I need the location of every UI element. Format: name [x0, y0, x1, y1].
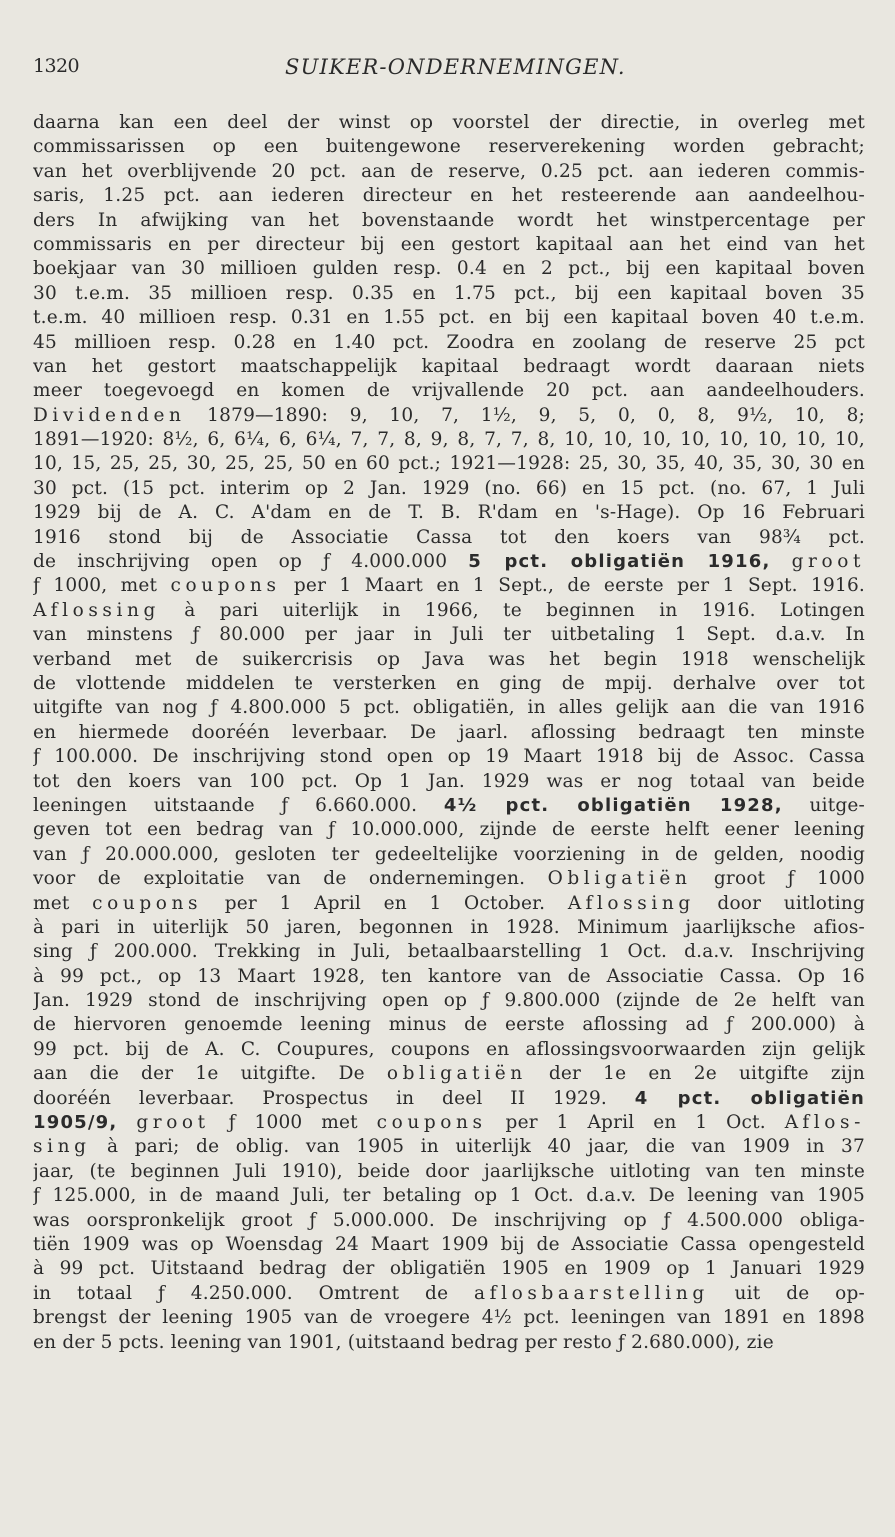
text-line	[33, 1038, 865, 1062]
spaced-term-run: obligatiën	[386, 1063, 527, 1085]
spaced-term-run: coupons	[92, 892, 203, 914]
text-run: meer toegevoegd en komen de vrijvallende 20 pct. aan aandeelhouders.	[33, 380, 865, 402]
text-run: ƒ 1000, met	[33, 575, 171, 597]
text-run: van ƒ 20.000.000, gesloten ter gedeeltelijke voorziening in de gelden, noodig	[33, 843, 865, 865]
text-line	[33, 282, 865, 306]
spaced-term-run: groot	[136, 1112, 210, 1134]
text-line	[33, 404, 865, 428]
text-run: commissarissen op een buitengewone reserverekening worden gebracht;	[33, 136, 865, 158]
text-line	[33, 696, 865, 720]
text-run: uitge-	[782, 794, 865, 816]
text-line	[33, 721, 865, 745]
text-run: de vlottende middelen te versterken en ging de mpij. derhalve over tot	[33, 672, 865, 694]
text-line	[33, 111, 865, 135]
text-run	[117, 1112, 136, 1133]
text-line	[33, 794, 865, 818]
text-line	[33, 916, 865, 940]
text-line	[33, 1209, 865, 1233]
text-run: de hiervoren genoemde leening minus de eerste aflossing ad ƒ 200.000) à	[33, 1014, 865, 1036]
text-line	[33, 428, 865, 452]
text-line	[33, 550, 865, 574]
text-line	[33, 648, 865, 672]
body-text	[33, 111, 865, 1355]
text-line	[33, 184, 865, 208]
text-run: daarna kan een deel der winst op voorstel der directie, in overleg met	[33, 112, 865, 133]
page-header	[33, 55, 865, 89]
text-line	[33, 1233, 865, 1257]
spaced-term-run: coupons	[170, 575, 281, 597]
text-line	[33, 306, 865, 330]
text-line	[33, 209, 865, 233]
text-line	[33, 331, 865, 355]
text-line	[33, 1160, 865, 1184]
text-line	[33, 160, 865, 184]
text-run: tot den koers van 100 pct. Op 1 Jan. 1929 was er nog totaal van beide	[33, 770, 865, 792]
text-line	[33, 770, 865, 794]
text-run: brengst der leening 1905 van de vroegere 4½ pct. leeningen van 1891 en 1898	[33, 1307, 865, 1329]
text-run: commissaris en per directeur bij een gestort kapitaal aan het eind van het	[33, 233, 865, 255]
text-line	[33, 1257, 865, 1281]
spaced-term-run: Dividenden	[33, 404, 186, 426]
text-line	[33, 526, 865, 550]
text-line	[33, 1282, 865, 1306]
text-run: jaar, (te beginnen Juli 1910), beide door jaarlijksche uitloting van ten minste	[33, 1160, 865, 1182]
text-run: 30 t.e.m. 35 millioen resp. 0.35 en 1.75 pct., bij een kapitaal boven 35	[33, 282, 865, 304]
text-line	[33, 623, 865, 647]
text-line	[33, 1135, 865, 1159]
text-line	[33, 1184, 865, 1208]
spaced-term-run: Aflos-	[784, 1112, 865, 1134]
text-line	[33, 1062, 865, 1086]
bold-heading-run: 4 pct. obligatiën	[634, 1087, 865, 1109]
text-run: boekjaar van 30 millioen gulden resp. 0.4 en 2 pct., bij een kapitaal boven	[33, 258, 865, 280]
text-run: uit de op-	[708, 1282, 865, 1304]
text-line	[33, 1111, 865, 1135]
text-run: leeningen uitstaande ƒ 6.660.000.	[33, 794, 444, 816]
text-line	[33, 355, 865, 379]
text-run: ƒ 100.000. De inschrijving stond open op 19 Maart 1918 bij de Assoc. Cassa	[33, 746, 865, 768]
text-run: 10, 15, 25, 25, 30, 25, 25, 50 en 60 pct.; 1921—1928: 25, 30, 35, 40, 35, 30, 30 en	[33, 453, 865, 475]
text-run: voor de exploitatie van de ondernemingen.	[33, 868, 548, 890]
text-run: 30 pct. (15 pct. interim op 2 Jan. 1929 (no. 66) en 15 pct. (no. 67, 1 Juli	[33, 477, 865, 499]
text-run: geven tot een bedrag van ƒ 10.000.000, zijnde de eerste helft eener leening	[33, 819, 865, 841]
page-number: 1320	[33, 55, 79, 77]
text-run: in totaal ƒ 4.250.000. Omtrent de	[33, 1282, 475, 1304]
text-line	[33, 745, 865, 769]
text-line	[33, 599, 865, 623]
text-line	[33, 1013, 865, 1037]
spaced-term-run: Obligatiën	[547, 868, 692, 890]
text-run: van het overblijvende 20 pct. aan de reserve, 0.25 pct. aan iederen commis-	[33, 160, 865, 182]
text-run: der 1e en 2e uitgifte zijn	[526, 1063, 865, 1085]
spaced-term-run: Aflossing	[33, 599, 160, 621]
text-line	[33, 452, 865, 476]
text-line	[33, 477, 865, 501]
text-run: saris, 1.25 pct. aan iederen directeur en het resteerende aan aandeelhou-	[33, 185, 865, 207]
text-run: tiën 1909 was op Woensdag 24 Maart 1909 bij de Associatie Cassa opengesteld	[33, 1233, 865, 1255]
text-run: à pari; de oblig. van 1905 in uiterlijk 40 jaar, die van 1909 in 37	[90, 1136, 865, 1158]
text-run: door uitloting	[694, 892, 865, 914]
text-line	[33, 233, 865, 257]
text-line	[33, 1087, 865, 1111]
text-run: per 1 April en 1 Oct.	[486, 1112, 785, 1134]
text-run: 1891—1920: 8½, 6, 6¼, 6, 6¼, 7, 7, 8, 9, 8, 7, 7, 8, 10, 10, 10, 10, 10, 10, 10, 10,	[33, 429, 865, 451]
text-run: uitgifte van nog ƒ 4.800.000 5 pct. obligatiën, in alles gelijk aan die van 1916	[33, 697, 865, 719]
text-line	[33, 818, 865, 842]
text-line	[33, 892, 865, 916]
text-line	[33, 501, 865, 525]
text-run: ƒ 125.000, in de maand Juli, ter betaling op 1 Oct. d.a.v. De leening van 1905	[33, 1185, 865, 1207]
text-run: aan die der 1e uitgifte. De	[33, 1063, 387, 1085]
text-run: ders In afwijking van het bovenstaande wordt het winstpercentage per	[33, 209, 865, 231]
text-run: 99 pct. bij de A. C. Coupures, coupons en aflossingsvoorwaarden zijn gelijk	[33, 1038, 865, 1060]
text-run: à 99 pct. Uitstaand bedrag der obligatiën 1905 en 1909 op 1 Januari 1929	[33, 1258, 865, 1280]
text-line	[33, 989, 865, 1013]
bold-heading-run: 5 pct. obligatiën 1916,	[468, 551, 771, 573]
text-line	[33, 379, 865, 403]
spaced-term-run: Aflossing	[567, 892, 695, 914]
text-run: per 1 Maart en 1 Sept., de eerste per 1 Sept. 1916.	[280, 575, 865, 597]
text-run: Jan. 1929 stond de inschrijving open op ƒ 9.800.000 (zijnde de 2e helft van	[33, 990, 865, 1012]
spaced-term-run: aflosbaarstelling	[474, 1282, 709, 1304]
text-line	[33, 1306, 865, 1330]
running-title: SUIKER-ONDERNEMINGEN.	[285, 55, 626, 79]
text-line	[33, 135, 865, 159]
text-run: van het gestort maatschappelijk kapitaal bedraagt wordt daaraan niets	[33, 355, 865, 377]
text-run	[771, 551, 792, 572]
text-run: ƒ 1000 met	[209, 1112, 377, 1134]
text-run: 1929 bij de A. C. A'dam en de T. B. R'dam en 's-Hage). Op 16 Februari	[33, 502, 865, 524]
text-run: van minstens ƒ 80.000 per jaar in Juli ter uitbetaling 1 Sept. d.a.v. In	[33, 624, 865, 646]
text-run: de inschrijving open op ƒ 4.000.000	[33, 551, 469, 573]
spaced-term-run: groot	[791, 551, 865, 573]
text-line	[33, 574, 865, 598]
text-line	[33, 672, 865, 696]
text-run: groot ƒ 1000	[691, 868, 865, 890]
text-line	[33, 940, 865, 964]
bold-heading-run: 1905/9,	[33, 1112, 118, 1134]
text-run: was oorspronkelijk groot ƒ 5.000.000. De inschrijving op ƒ 4.500.000 obliga-	[33, 1209, 865, 1231]
text-line	[33, 1331, 865, 1355]
text-line	[33, 965, 865, 989]
text-run: en hiermede dooréén leverbaar. De jaarl. aflossing bedraagt ten minste	[33, 721, 865, 743]
text-run: 1916 stond bij de Associatie Cassa tot den koers van 98¾ pct.	[33, 526, 865, 548]
text-line	[33, 843, 865, 867]
text-run: à pari uiterlijk in 1966, te beginnen in 1916. Lotingen	[160, 599, 865, 621]
bold-heading-run: 4½ pct. obligatiën 1928,	[443, 794, 783, 816]
text-run: verband met de suikercrisis op Java was het begin 1918 wenschelijk	[33, 648, 865, 670]
text-run: met	[33, 892, 93, 914]
text-run: 1879—1890: 9, 10, 7, 1½, 9, 5, 0, 0, 8, 9½, 10, 8;	[185, 404, 865, 426]
spaced-term-run: coupons	[376, 1112, 487, 1134]
text-run: sing ƒ 200.000. Trekking in Juli, betaalbaarstelling 1 Oct. d.a.v. Inschrijving	[33, 941, 865, 963]
text-run: dooréén leverbaar. Prospectus in deel II 1929.	[33, 1087, 635, 1109]
text-run: 45 millioen resp. 0.28 en 1.40 pct. Zoodra en zoolang de reserve 25 pct	[33, 331, 865, 353]
text-run: t.e.m. 40 millioen resp. 0.31 en 1.55 pct. en bij een kapitaal boven 40 t.e.m.	[33, 307, 865, 329]
spaced-term-run: sing	[33, 1136, 91, 1158]
text-run: à 99 pct., op 13 Maart 1928, ten kantore van de Associatie Cassa. Op 16	[33, 965, 865, 987]
text-line	[33, 867, 865, 891]
text-run: per 1 April en 1 October.	[202, 892, 568, 914]
text-run: à pari in uiterlijk 50 jaren, begonnen in 1928. Minimum jaarlijksche afios-	[33, 916, 865, 938]
text-line	[33, 257, 865, 281]
text-run: en der 5 pcts. leening van 1901, (uitstaand bedrag per resto ƒ 2.680.000), zie	[33, 1331, 774, 1353]
